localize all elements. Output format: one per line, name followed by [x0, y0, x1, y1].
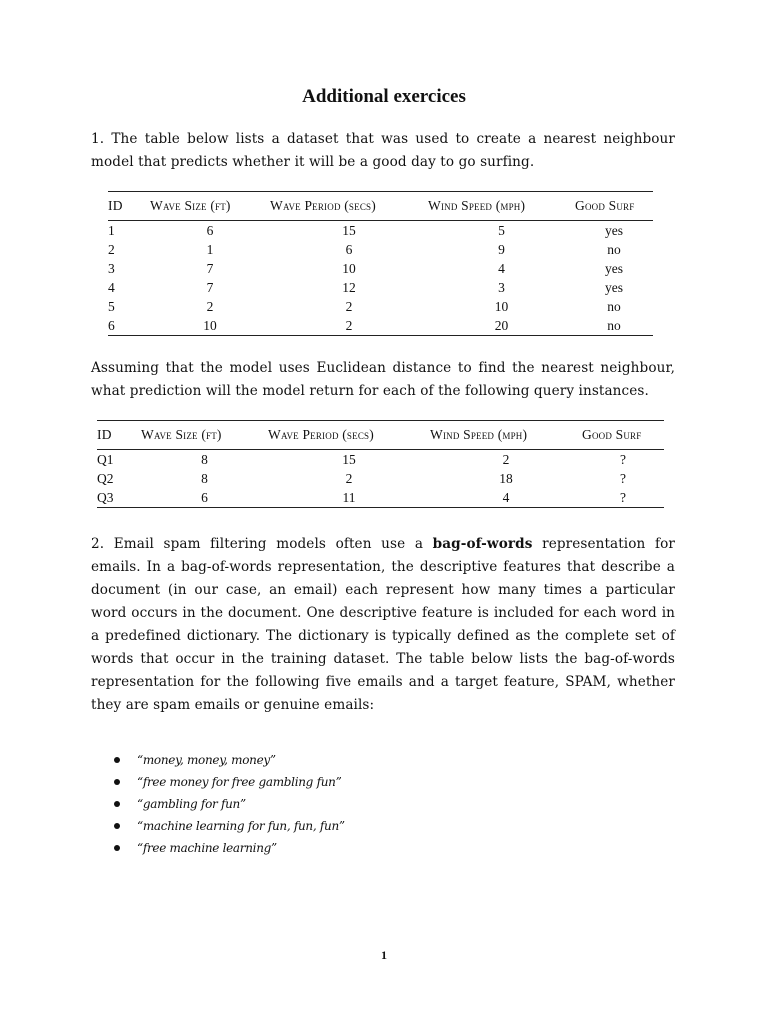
- list-item: [114, 793, 345, 815]
- table-cell: 2: [345, 470, 353, 486]
- table-cell: 7: [206, 279, 214, 295]
- table-row: [108, 259, 653, 278]
- table-cell: 18: [499, 470, 513, 486]
- header-id: ID: [108, 192, 150, 221]
- table-cell: no: [575, 316, 653, 336]
- email-examples-list: [114, 749, 345, 859]
- table-cell: no: [607, 298, 621, 314]
- bullet-icon: [114, 779, 120, 785]
- bullet-icon: [114, 757, 120, 763]
- question-2-bold-term: bag-of-words: [432, 536, 533, 552]
- table-cell: 3: [498, 279, 505, 295]
- email-text: “free machine learning”: [137, 841, 277, 855]
- email-text: “free money for free gambling fun”: [137, 775, 342, 789]
- bullet-icon: [114, 823, 120, 829]
- page-number: 1: [381, 948, 387, 962]
- table-cell: 2: [502, 451, 510, 467]
- table-header-row: [108, 192, 653, 221]
- table-cell: 6: [141, 488, 268, 508]
- table-cell: 1: [108, 222, 115, 238]
- question-2-body: representation for emails. In a bag-of-words representation, the descriptive features that describe a document (in our case, an email) each represent how many times a particular word occurs in the document. One descriptive feature is included for each word in a predefined dictionary. The dictionary is typically defined as the complete set of words that occur in the training dataset. The table below lists the bag-of-words representation for the following five emails and a target feature, SPAM, whether they are spam emails or genuine emails:: [91, 536, 675, 713]
- table-cell: 11: [268, 488, 430, 508]
- table-cell: 4: [108, 279, 115, 295]
- table-cell: Q1: [97, 451, 114, 467]
- table-cell: 6: [206, 222, 214, 238]
- table-row: [108, 297, 653, 316]
- table-cell: 10: [342, 260, 356, 276]
- table-cell: 3: [108, 260, 115, 276]
- email-text: “gambling for fun”: [137, 797, 246, 811]
- header-wave-size: Wave Size (ft): [141, 421, 268, 450]
- table-cell: 7: [206, 260, 214, 276]
- table-cell: 1: [206, 241, 214, 257]
- table-cell: 10: [494, 298, 509, 314]
- table-cell: 9: [498, 241, 505, 257]
- table-cell: 2: [270, 316, 428, 336]
- email-text: “money, money, money”: [137, 753, 276, 767]
- query-instances-table: [97, 420, 664, 508]
- question-2-text: [91, 533, 675, 717]
- header-wind-speed: Wind Speed (mph): [428, 192, 575, 221]
- bullet-icon: [114, 845, 120, 851]
- table-header-row: [97, 421, 664, 450]
- table-cell: 5: [108, 298, 115, 314]
- table-cell: 2: [108, 241, 115, 257]
- question-2-lead: 2. Email spam filtering models often use a: [91, 536, 433, 552]
- table-cell: 4: [430, 488, 582, 508]
- header-wave-period: Wave Period (secs): [270, 192, 428, 221]
- table-cell: 15: [342, 451, 356, 467]
- table-cell: 5: [498, 222, 505, 238]
- surf-dataset-table: [108, 191, 653, 336]
- table-cell: 4: [498, 260, 505, 276]
- question-1-prompt: Assuming that the model uses Euclidean distance to find the nearest neighbour, what prediction will the model return for each of the following query instances.: [91, 360, 675, 399]
- table-row: [97, 450, 664, 470]
- table-row: [108, 316, 653, 336]
- header-wind-speed: Wind Speed (mph): [430, 421, 582, 450]
- list-item: [114, 749, 345, 771]
- header-good-surf: Good Surf: [575, 192, 653, 221]
- header-good-surf: Good Surf: [582, 421, 664, 450]
- question-1-intro: 1. The table below lists a dataset that was used to create a nearest neighbour model that predicts whether it will be a good day to go surfing.: [91, 131, 675, 170]
- table-cell: 6: [345, 241, 353, 257]
- table-row: [108, 278, 653, 297]
- header-wave-period: Wave Period (secs): [268, 421, 430, 450]
- page-title: Additional exercices: [302, 86, 466, 107]
- table-cell: yes: [605, 279, 623, 295]
- table-cell: 8: [201, 451, 208, 467]
- table-cell: yes: [605, 222, 623, 238]
- table-cell: ?: [620, 451, 626, 467]
- table-row: [108, 221, 653, 241]
- table-cell: 6: [108, 316, 150, 336]
- table-cell: 12: [342, 279, 356, 295]
- table-cell: yes: [605, 260, 623, 276]
- table-cell: 2: [206, 298, 214, 314]
- table-cell: 10: [150, 316, 270, 336]
- list-item: [114, 771, 345, 793]
- table-cell: ?: [620, 470, 626, 486]
- table-cell: 8: [201, 470, 208, 486]
- list-item: [114, 837, 345, 859]
- list-item: [114, 815, 345, 837]
- table-cell: no: [607, 241, 621, 257]
- table-cell: ?: [582, 488, 664, 508]
- table-row: [97, 469, 664, 488]
- table-cell: Q3: [97, 488, 141, 508]
- table-cell: Q2: [97, 470, 114, 486]
- table-row: [97, 488, 664, 508]
- table-cell: 15: [342, 222, 356, 238]
- header-wave-size: Wave Size (ft): [150, 192, 270, 221]
- bullet-icon: [114, 801, 120, 807]
- header-id: ID: [97, 421, 141, 450]
- email-text: “machine learning for fun, fun, fun”: [137, 819, 345, 833]
- table-row: [108, 240, 653, 259]
- table-cell: 20: [428, 316, 575, 336]
- table-cell: 2: [345, 298, 353, 314]
